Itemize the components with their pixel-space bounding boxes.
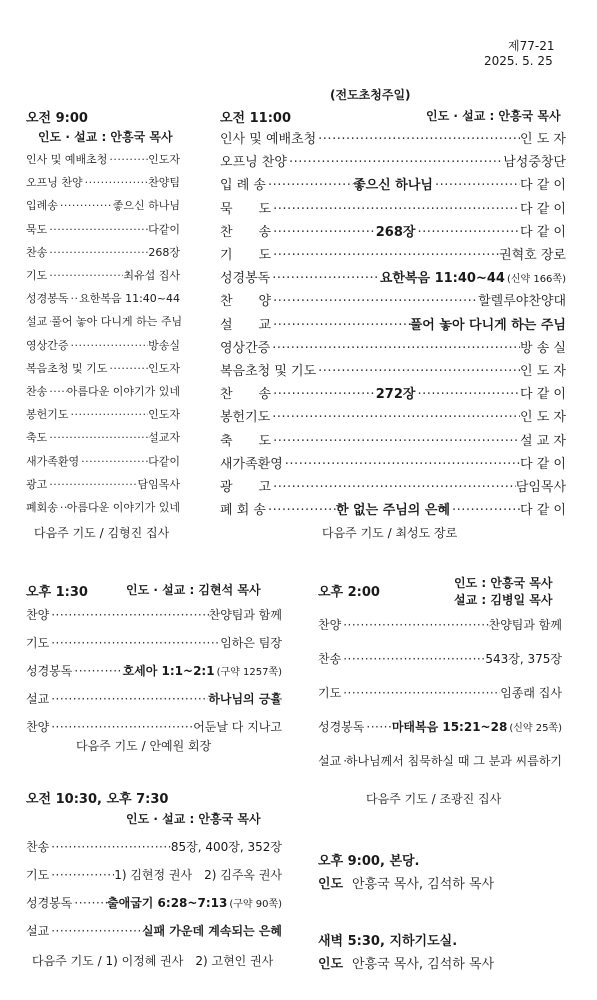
service-time: 오전 10:30, 오후 7:30 <box>26 792 169 807</box>
service-leader-1: 인도 : 안흥국 목사 <box>454 576 553 590</box>
next-week-prayer: 다음주 기도 / 김형진 집사 <box>34 526 170 540</box>
item-label: 설교 <box>26 692 50 706</box>
item-label: 영상간증 <box>26 338 69 352</box>
service-leader: 인도 · 설교 : 안흥국 목사 <box>126 812 261 826</box>
leader-dots <box>58 199 113 212</box>
item-value: 아름다운 이야기가 있네 <box>66 501 180 514</box>
item-value: 아름다운 이야기가 있네 <box>66 385 180 398</box>
order-item <box>318 718 562 735</box>
leader-dots <box>316 364 520 379</box>
item-value: 인 도 자 <box>520 132 566 147</box>
order-item <box>220 360 566 379</box>
item-value: 85장, 400장, 352장 <box>170 840 282 854</box>
item-value: 인도자 <box>148 153 180 166</box>
leader-dots <box>49 636 220 650</box>
order-item <box>220 476 566 495</box>
service-time: 오후 9:00, 본당. <box>318 854 420 869</box>
item-label: 찬양 <box>318 618 342 632</box>
item-value: 찬양팀과 함께 <box>488 618 562 632</box>
leader-dots <box>270 410 520 425</box>
item-value: 권혁호 장로 <box>499 248 566 263</box>
item-value: 임종래 집사 <box>500 686 562 700</box>
order-item <box>26 406 180 422</box>
leader-dots <box>47 431 148 444</box>
leader-dots <box>316 132 520 147</box>
order-item <box>26 290 180 306</box>
order-item <box>26 429 180 445</box>
order-item <box>318 684 562 701</box>
leader-dots <box>270 271 380 286</box>
item-value: 호세아 1:1~2:1 <box>122 664 215 678</box>
leader-dots <box>83 176 148 189</box>
item-label: 찬 양 <box>220 294 272 310</box>
leader-dots <box>69 408 149 421</box>
item-label: 묵 도 <box>220 201 272 217</box>
item-label: 폐 회 송 <box>220 503 266 519</box>
order-item <box>26 476 180 492</box>
leader-dots <box>47 385 66 398</box>
service-leader: 인도 · 설교 : 안흥국 목사 <box>426 109 561 123</box>
item-label: 성경봉독 <box>26 292 69 306</box>
order-item <box>220 290 566 309</box>
order-item <box>26 383 180 399</box>
item-value: 방 송 실 <box>520 340 566 356</box>
next-week-prayer: 다음주 기도 / 안예원 회장 <box>76 739 212 753</box>
order-item <box>26 151 180 167</box>
item-label: 복음초청 및 기도 <box>26 361 108 375</box>
leader-dots <box>266 503 336 518</box>
item-label: 오프닝 찬양 <box>26 176 83 190</box>
leader-dots <box>341 618 488 632</box>
leader-dots <box>415 225 520 240</box>
item-value: 실패 가운데 계속되는 은혜 <box>141 924 282 938</box>
item-value: 할렐루야찬양대 <box>478 294 566 310</box>
leader-dots <box>341 652 485 666</box>
order-item <box>220 244 566 263</box>
order-item <box>26 174 180 190</box>
item-value: 다 같 이 <box>520 387 566 403</box>
leader-dots <box>270 341 520 356</box>
item-detail: 한 없는 주님의 은혜 <box>335 503 451 519</box>
item-label: 봉헌기도 <box>220 410 271 426</box>
item-value: 남성중창단 <box>503 155 566 171</box>
service-leader: 안흥국 목사, 김석하 목사 <box>352 957 495 972</box>
item-label: 광고 <box>26 477 48 491</box>
order-item <box>220 128 566 147</box>
order-item <box>26 360 180 376</box>
item-label: 축도 <box>26 431 48 445</box>
service-time: 오후 2:00 <box>318 585 380 600</box>
leader-label: 인도 <box>318 877 344 892</box>
leader-dots <box>266 178 353 193</box>
item-label: 영상간증 <box>220 340 271 356</box>
order-item <box>220 198 566 217</box>
service-time: 오후 1:30 <box>26 585 88 600</box>
item-label: 새가족환영 <box>26 454 80 468</box>
item-label: 기도 <box>26 868 50 882</box>
leader-dots <box>49 840 171 854</box>
item-label: 찬양 <box>26 608 50 622</box>
leader-dots <box>271 480 516 495</box>
item-label: 기 도 <box>220 248 272 263</box>
order-item <box>318 752 562 769</box>
leader-dots <box>271 434 520 449</box>
item-label: 찬 송 <box>220 387 272 403</box>
leader-dots <box>47 478 137 491</box>
item-value: 요한복음 11:40~44 <box>379 271 505 287</box>
order-item <box>26 453 180 469</box>
item-value: 마태복음 15:21~28 <box>391 720 508 734</box>
item-label: 인사 및 예배초청 <box>220 132 317 147</box>
item-value: 찬양팀 <box>148 176 180 190</box>
item-note: (구약 90쪽) <box>229 899 282 910</box>
order-item <box>26 690 282 707</box>
item-detail: 272장 <box>375 387 416 403</box>
leader-dots <box>49 720 193 734</box>
item-value: 다 같 이 <box>520 503 566 519</box>
bulletin-number: 제77-21 <box>508 39 555 53</box>
item-label: 묵도 <box>26 222 48 236</box>
order-item <box>220 453 566 472</box>
item-value: 다 같 이 <box>520 456 566 472</box>
leader-label: 인도 <box>318 957 344 972</box>
item-label: 설교 <box>318 754 342 768</box>
order-item <box>220 430 566 449</box>
next-week-prayer: 다음주 기도 / 1) 이정혜 권사 2) 고현인 권사 <box>32 954 274 968</box>
item-value: 인도자 <box>148 361 180 375</box>
leader-dots <box>271 225 376 240</box>
item-value: 담임목사 <box>515 480 566 495</box>
leader-dots <box>450 503 520 518</box>
order-item <box>26 606 282 623</box>
item-label: 찬양 <box>26 720 50 734</box>
order-item <box>26 922 282 939</box>
leader-dots <box>49 608 208 622</box>
order-item <box>26 267 180 283</box>
item-value: 풀어 놓아 다니게 하는 주님 <box>409 317 566 333</box>
item-label: 찬 송 <box>220 224 272 240</box>
item-label: 새가족환영 <box>220 456 283 472</box>
order-item <box>26 313 183 329</box>
order-item <box>26 197 180 213</box>
item-label: 설교 <box>26 924 50 938</box>
service-time: 새벽 5:30, 지하기도실. <box>318 934 458 949</box>
service-leader: 인도 · 설교 : 안흥국 목사 <box>38 130 173 144</box>
item-label: 성경봉독 <box>26 664 73 678</box>
item-detail: 268장 <box>375 224 416 240</box>
leader-dots <box>271 202 520 217</box>
order-item <box>318 650 562 667</box>
item-label: 기도 <box>26 269 48 282</box>
leader-dots <box>72 896 107 910</box>
item-value: 다같이 <box>148 454 180 468</box>
order-item <box>318 616 562 633</box>
service-leader-2: 설교 : 김병일 목사 <box>454 593 553 607</box>
item-value: 인 도 자 <box>520 364 566 379</box>
item-value: 인 도 자 <box>520 410 566 426</box>
item-label: 찬송 <box>26 840 50 854</box>
leader-dots <box>79 455 148 468</box>
order-item <box>220 174 566 193</box>
leader-dots <box>47 246 148 259</box>
item-value: 하나님의 긍휼 <box>208 692 282 706</box>
leader-dots <box>47 223 148 236</box>
item-label: 찬송 <box>318 652 342 666</box>
item-label: 복음초청 및 기도 <box>220 364 317 379</box>
order-item <box>26 221 180 237</box>
item-value: 543장, 375장 <box>485 652 562 666</box>
order-item <box>26 244 180 260</box>
bulletin-date: 2025. 5. 25 <box>484 54 553 68</box>
item-value: 다 같 이 <box>520 178 566 194</box>
item-value: 출애굽기 6:28~7:13 <box>107 896 228 910</box>
leader-dots <box>58 501 67 514</box>
order-item <box>26 718 282 735</box>
item-value: 방송실 <box>148 338 180 352</box>
next-week-prayer: 다음주 기도 / 최성도 장로 <box>322 526 458 540</box>
item-label: 설 교 <box>220 317 272 333</box>
sunday-title: (전도초청주일) <box>330 88 411 102</box>
leader-dots <box>69 339 149 352</box>
item-label: 성경봉독 <box>220 271 271 287</box>
item-label: 폐회송 <box>26 501 58 514</box>
next-week-prayer: 다음주 기도 / 조광진 집사 <box>366 792 502 806</box>
item-value: 담임목사 <box>137 477 180 491</box>
item-value: 다 같 이 <box>520 201 566 217</box>
leader-dots <box>72 664 122 678</box>
item-note: (신약 25쪽) <box>509 723 562 734</box>
item-value: 설교자 <box>148 431 180 445</box>
item-label: 봉헌기도 <box>26 408 69 422</box>
item-label: 오프닝 찬양 <box>220 155 287 171</box>
item-label: 축 도 <box>220 433 272 449</box>
order-item <box>220 151 566 170</box>
item-value: 다 같 이 <box>520 224 566 240</box>
item-label: 입 례 송 <box>220 178 266 194</box>
item-label: 찬송 <box>26 245 48 259</box>
order-item <box>26 337 180 353</box>
item-label: 광 고 <box>220 480 272 495</box>
service-leader: 안흥국 목사, 김석하 목사 <box>352 877 495 892</box>
item-value: 임하은 팀장 <box>220 636 282 650</box>
item-note: (구약 1257쪽) <box>216 667 282 678</box>
leader-dots <box>341 686 500 700</box>
order-item <box>26 894 282 911</box>
item-value: 하나님께서 침묵하실 때 그 분과 씨름하기 <box>345 754 562 768</box>
service-leader: 인도 · 설교 : 김현석 목사 <box>126 583 261 597</box>
leader-dots <box>69 292 80 305</box>
leader-dots <box>271 248 499 263</box>
order-item <box>26 866 282 883</box>
item-label: 찬송 <box>26 385 48 398</box>
item-detail: 좋으신 하나님 <box>353 178 433 194</box>
item-label: 입례송 <box>26 199 58 213</box>
item-note: (신약 166쪽) <box>506 274 566 286</box>
item-value: 어둔날 다 지나고 <box>193 720 282 734</box>
leader-dots <box>287 155 503 170</box>
service-time: 오전 11:00 <box>220 111 292 126</box>
leader-dots <box>271 387 376 402</box>
item-label: 인사 및 예배초청 <box>26 153 108 166</box>
leader-dots <box>283 457 520 472</box>
order-item <box>220 314 566 333</box>
leader-dots <box>47 269 123 282</box>
leader-dots <box>271 318 410 333</box>
order-item <box>26 838 282 855</box>
item-label: 성경봉독 <box>26 896 73 910</box>
order-item <box>26 634 282 651</box>
item-value: 1) 김현정 권사 2) 김주옥 권사 <box>114 868 282 882</box>
leader-dots <box>49 868 114 882</box>
leader-dots <box>49 924 142 938</box>
item-label: 설교 <box>26 315 48 329</box>
item-value: 인도자 <box>148 408 180 422</box>
leader-dots <box>49 692 208 706</box>
leader-dots <box>271 294 478 309</box>
order-item <box>220 267 566 286</box>
item-value: 요한복음 11:40~44 <box>79 292 180 306</box>
item-value: 다같이 <box>148 222 180 236</box>
order-item <box>220 383 566 402</box>
order-item <box>220 221 566 240</box>
order-item <box>220 406 566 425</box>
service-time: 오전 9:00 <box>26 111 88 126</box>
leader-dots <box>364 720 391 734</box>
leader-dots <box>107 153 148 166</box>
item-value: 최유섭 집사 <box>123 269 180 282</box>
leader-dots <box>433 178 520 193</box>
leader-dots <box>415 387 520 402</box>
leader-dots <box>107 362 148 375</box>
item-value: 설 교 자 <box>520 433 566 449</box>
item-value: 좋으신 하나님 <box>112 199 180 213</box>
item-value: 풀어 놓아 다니게 하는 주님 <box>51 315 183 329</box>
item-value: 찬양팀과 함께 <box>208 608 282 622</box>
order-item <box>26 499 180 515</box>
order-item <box>220 337 566 356</box>
item-value: 268장 <box>148 245 180 259</box>
item-label: 기도 <box>26 636 50 650</box>
item-label: 기도 <box>318 686 342 700</box>
order-item <box>220 499 566 518</box>
item-label: 성경봉독 <box>318 720 365 734</box>
order-item <box>26 662 282 679</box>
